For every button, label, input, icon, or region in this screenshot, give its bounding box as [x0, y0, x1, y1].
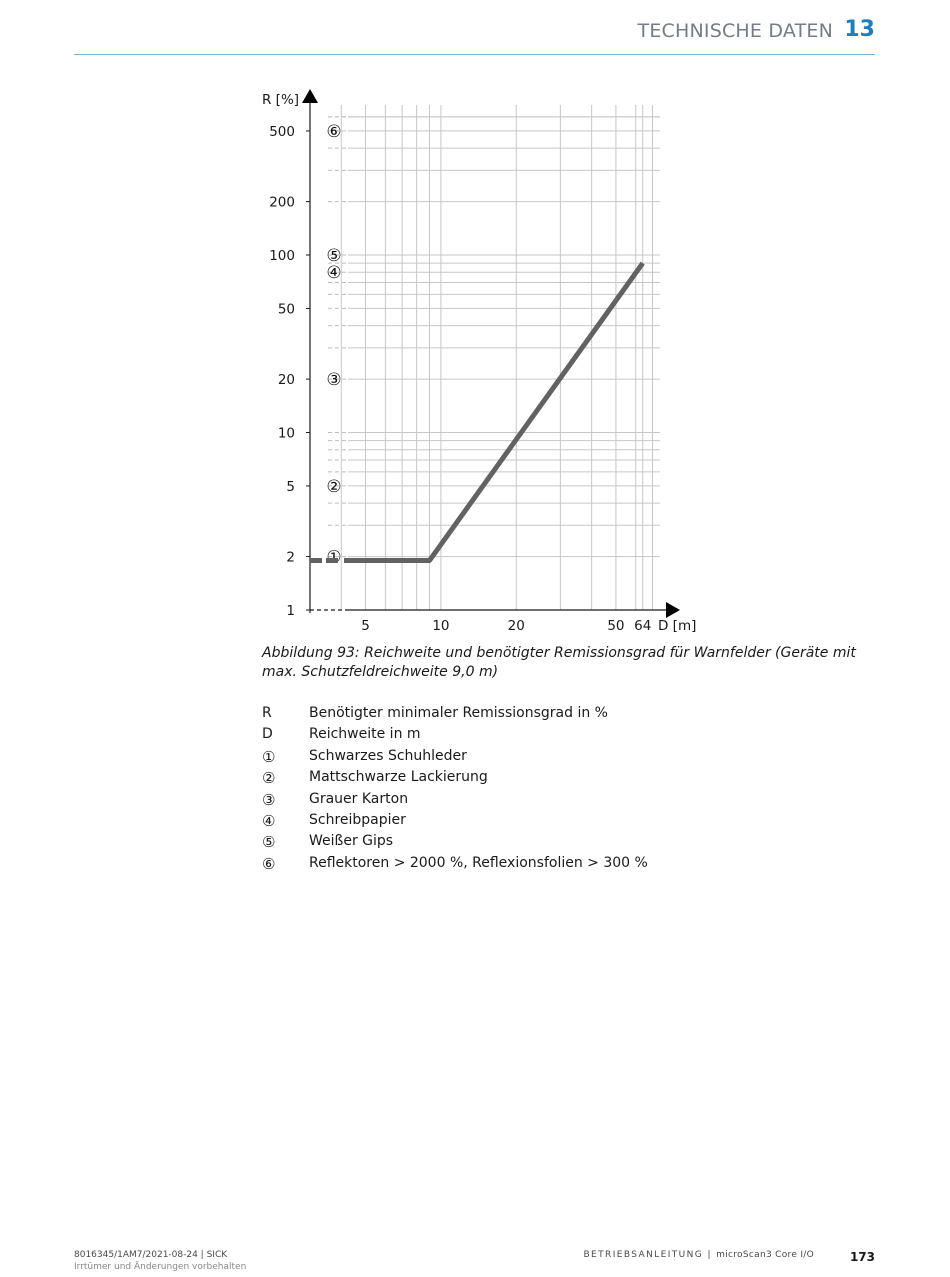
disclaimer: Irrtümer und Änderungen vorbehalten: [74, 1262, 247, 1272]
y-tick-label: 2: [286, 549, 295, 566]
legend-key: ③: [262, 790, 276, 809]
marker-label: ⑤: [326, 246, 342, 267]
marker-label: ②: [326, 476, 342, 497]
y-tick-label: 50: [277, 301, 295, 318]
y-axis-arrow: [302, 89, 318, 103]
figure-caption: Abbildung 93: Reichweite und benötigter Remissionsgrad für Warnfelder (Geräte mit max. Schutzfeldreichweite 9,0 m): [262, 645, 856, 680]
chapter-number: 13: [844, 17, 875, 42]
legend-text: Weißer Gips: [309, 833, 394, 850]
marker-label: ④: [326, 263, 342, 284]
y-tick-label: 500: [269, 123, 295, 140]
marker-label: ⑥: [326, 121, 342, 142]
legend-key: ①: [262, 747, 276, 766]
legend-key: ②: [262, 769, 276, 788]
page-number: 173: [849, 1250, 875, 1264]
y-tick-label: 100: [269, 248, 295, 265]
y-tick-label: 20: [277, 372, 295, 389]
x-axis-arrow: [666, 602, 680, 618]
legend-text: Mattschwarze Lackierung: [309, 769, 488, 786]
legend-text: Schwarzes Schuhleder: [309, 747, 467, 764]
footer-right: BETRIEBSANLEITUNG | microScan3 Core I/O: [583, 1250, 814, 1260]
x-tick-label: 64: [634, 618, 652, 634]
x-tick-label: 20: [507, 618, 525, 634]
y-tick-label: 5: [286, 478, 295, 495]
legend-key: ⑤: [262, 833, 276, 852]
legend-text: Grauer Karton: [309, 790, 409, 807]
legend-key: R: [262, 705, 272, 721]
section-title: TECHNISCHE DATEN: [637, 20, 833, 42]
legend-key: D: [262, 726, 273, 743]
legend-text: Reichweite in m: [309, 726, 421, 743]
x-tick-label: 10: [432, 618, 450, 634]
document-id: 8016345/1AM7/2021-08-24 | SICK: [74, 1250, 228, 1260]
legend-text: Schreibpapier: [309, 811, 406, 828]
legend-key: ④: [262, 811, 276, 830]
legend-text: Reflektoren > 2000 %, Reflexionsfolien > 300 %: [309, 854, 648, 871]
series-line: [344, 263, 643, 560]
y-axis-label: R [%]: [262, 92, 300, 108]
marker-label: ③: [326, 370, 342, 391]
y-tick-label: 1: [286, 603, 295, 619]
product-name: microScan3 Core I/O: [716, 1250, 814, 1260]
x-tick-label: 50: [607, 618, 625, 634]
marker-label: ①: [326, 547, 342, 568]
manual-label: BETRIEBSANLEITUNG: [583, 1250, 704, 1260]
x-axis-label: D [m]: [658, 618, 697, 634]
y-tick-label: 10: [277, 425, 295, 442]
x-tick-label: 5: [361, 618, 370, 634]
legend-text: Benötigter minimaler Remissionsgrad in %: [309, 705, 608, 721]
y-tick-label: 200: [269, 194, 295, 211]
legend-key: ⑥: [262, 854, 276, 873]
footer-left: [74, 1249, 246, 1273]
